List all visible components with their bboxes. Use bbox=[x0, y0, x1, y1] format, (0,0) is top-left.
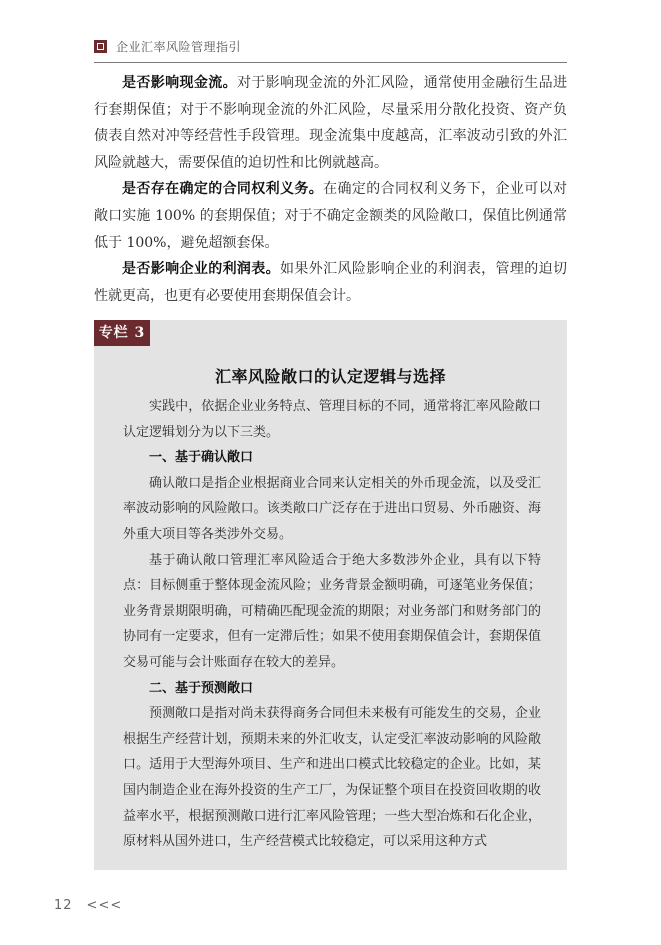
main-text bbox=[94, 70, 567, 309]
page-number: 12 bbox=[54, 898, 73, 913]
box-title: 汇率风险敞口的认定逻辑与选择 bbox=[214, 367, 446, 386]
box-paragraph: 预测敞口是指对尚未获得商务合同但未来极有可能发生的交易，企业根据生产经营计划，预期未来的外汇收支，认定受汇率波动影响的风险敞口。适用于大型海外项目、生产和进出口模式比较稳定的企业。比如，某国内制造企业在海外投资的生产工厂，为保证整个项目在投资回收期的收益率水平，根据预测敞口进行汇率风险管理；一些大型冶炼和石化企业，原材料从国外进口，生产经营模式比较稳定，可以采用这种方式 bbox=[123, 706, 541, 850]
book-icon bbox=[94, 40, 107, 53]
box-tag: 专栏 3 bbox=[94, 320, 150, 346]
paragraph bbox=[94, 176, 567, 256]
running-title: 企业汇率风险管理指引 bbox=[116, 40, 242, 54]
paragraph-text: 如果外汇风险影响企业的利润表，管理的迫切性就更高，也更有必要使用套期保值会计。 bbox=[94, 261, 568, 304]
paragraph-text: 在确定的合同权利义务下，企业可以对敞口实施 100% 的套期保值；对于不确定金额类的风险敞口，保值比例通常低于 100%，避免超额套保。 bbox=[94, 181, 568, 251]
box-intro: 实践中，依据企业业务特点、管理目标的不同，通常将汇率风险敞口认定逻辑划分为以下三类。 bbox=[123, 399, 541, 440]
section-heading: 一、基于确认敞口 bbox=[149, 450, 254, 466]
page-footer bbox=[54, 898, 122, 913]
paragraph-lead: 是否影响企业的利润表。 bbox=[122, 261, 281, 278]
paragraph bbox=[94, 256, 567, 309]
paragraph-text: 对于影响现金流的外汇风险，通常使用金融衍生品进行套期保值；对于不影响现金流的外汇风险，尽量采用分散化投资、资产负债表自然对冲等经营性手段管理。现金流集中度越高，汇率波动引致的外汇风险就越大，需要保值的迫切性和比例就越高。 bbox=[94, 75, 568, 171]
footer-arrows: <<< bbox=[86, 898, 123, 913]
box-content bbox=[123, 394, 541, 855]
page-header bbox=[94, 38, 567, 63]
paragraph-lead: 是否存在确定的合同权利义务。 bbox=[122, 181, 324, 198]
paragraph bbox=[94, 70, 567, 176]
box-paragraph: 基于确认敞口管理汇率风险适合于绝大多数涉外企业，具有以下特点：目标侧重于整体现金流风险；业务背景金额明确，可逐笔业务保值；业务背景期限明确，可精确匹配现金流的期限；对业务部门和财务部门的协同有一定要求，但有一定滞后性；如果不使用套期保值会计，套期保值交易可能与会计账面存在较大的差异。 bbox=[123, 552, 541, 670]
box-paragraph: 确认敞口是指企业根据商业合同来认定相关的外币现金流，以及受汇率波动影响的风险敞口。该类敞口广泛存在于进出口贸易、外币融资、海外重大项目等各类涉外交易。 bbox=[123, 475, 541, 542]
section-heading: 二、基于预测敞口 bbox=[149, 680, 254, 696]
paragraph-lead: 是否影响现金流。 bbox=[122, 75, 237, 91]
